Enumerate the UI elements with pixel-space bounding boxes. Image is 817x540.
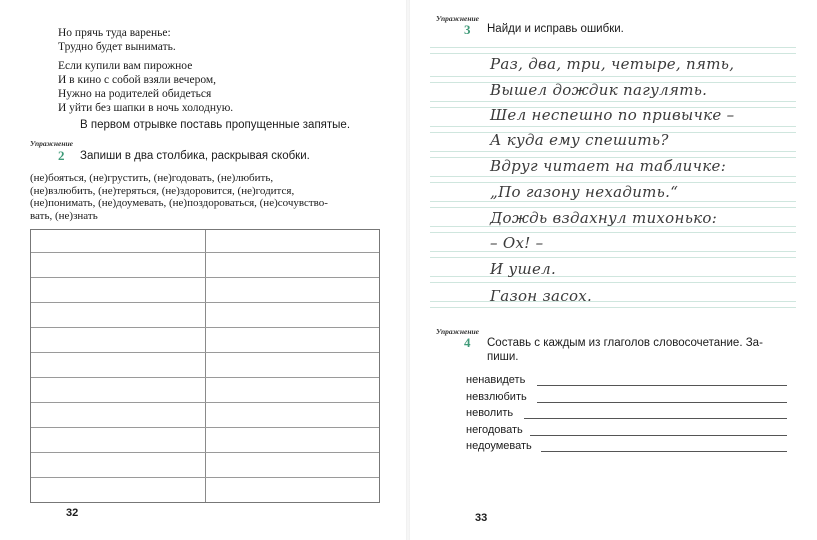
page-number-left: 32 xyxy=(66,507,79,519)
handwritten-line-1: Раз, два, три, четыре, пять, xyxy=(490,55,735,73)
handwritten-line-3: Шел неспешно по привычке – xyxy=(490,106,735,124)
handwritten-line-4: А куда ему спешить? xyxy=(490,131,669,149)
exercise-2-text: Запиши в два столбика, раскрывая скобки. xyxy=(80,150,310,162)
handwritten-line-10: Газон засох. xyxy=(490,287,593,305)
poem-line-4: И в кино с собой взяли вечером, xyxy=(58,74,217,86)
word-line-1: (не)бояться, (не)грустить, (не)годовать, (не)любить, xyxy=(30,172,274,184)
poem-line-6: И уйти без шапки в ночь холодную. xyxy=(58,102,234,114)
guide-line xyxy=(430,176,796,177)
guide-line xyxy=(430,307,796,308)
exercise-4-text-1: Составь с каждым из глаголов словосочетание. За- xyxy=(487,337,763,349)
poem-line-2: Трудно будет вынимать. xyxy=(58,41,176,53)
table-row xyxy=(31,377,379,378)
table-row xyxy=(31,327,379,328)
guide-line xyxy=(430,126,796,127)
table-row xyxy=(31,277,379,278)
guide-line xyxy=(430,232,796,233)
verb-3: неволить xyxy=(466,407,514,419)
answer-line-5[interactable] xyxy=(541,451,787,452)
answer-line-1[interactable] xyxy=(537,385,787,386)
table-row xyxy=(31,427,379,428)
table-row xyxy=(31,352,379,353)
table-row xyxy=(31,252,379,253)
word-list xyxy=(30,172,382,222)
handwritten-line-7: Дождь вздахнул тихонько: xyxy=(490,209,718,227)
guide-line xyxy=(430,282,796,283)
exercise-3-number: 3 xyxy=(464,22,471,37)
word-line-2: (не)взлюбить, (не)теряться, (не)здоровится, (не)годится, xyxy=(30,184,295,197)
guide-line xyxy=(430,251,796,252)
handwritten-line-6: „По газону нехадить.“ xyxy=(490,183,679,201)
guide-line xyxy=(430,201,796,202)
instruction-commas: В первом отрывке поставь пропущенные запятые. xyxy=(80,119,351,131)
exercise-4-number: 4 xyxy=(464,335,471,350)
answer-line-2[interactable] xyxy=(537,402,787,403)
word-line-3: (не)понимать, (не)доумевать, (не)поздороваться, (не)сочувство- xyxy=(30,197,328,209)
table-row xyxy=(31,477,379,478)
exercise-2-label: Упражнение xyxy=(30,139,73,148)
verb-4: негодовать xyxy=(466,424,523,436)
exercise-3-label: Упражнение xyxy=(436,14,479,23)
table-row xyxy=(31,402,379,403)
answer-table[interactable] xyxy=(30,229,380,503)
guide-line xyxy=(430,151,796,152)
table-row xyxy=(31,452,379,453)
guide-line xyxy=(430,101,796,102)
answer-line-3[interactable] xyxy=(524,418,787,419)
verb-2: невзлюбить xyxy=(466,391,527,403)
guide-line xyxy=(430,76,796,77)
poem-line-3: Если купили вам пирожное xyxy=(58,60,193,72)
guide-line xyxy=(430,257,796,258)
guide-line xyxy=(430,301,796,302)
handwritten-line-2: Вышел дождик пагулять. xyxy=(490,81,708,99)
word-line-4: вать, (не)знать xyxy=(30,209,98,222)
handwritten-line-9: И ушел. xyxy=(490,260,557,278)
exercise-2-number: 2 xyxy=(58,148,65,163)
guide-line xyxy=(430,47,796,48)
guide-line xyxy=(430,53,796,54)
table-divider xyxy=(205,230,206,502)
verb-1: ненавидеть xyxy=(466,374,526,386)
poem-line-1: Но прячь туда варенье: xyxy=(58,27,171,39)
page-number-right: 33 xyxy=(475,512,488,524)
exercise-3-text: Найди и исправь ошибки. xyxy=(487,23,624,35)
handwritten-line-8: – Ох! – xyxy=(490,234,544,252)
verb-5: недоумевать xyxy=(466,440,532,452)
answer-line-4[interactable] xyxy=(530,435,787,436)
poem-line-5: Нужно на родителей обидеться xyxy=(58,88,212,100)
handwritten-line-5: Вдруг читает на табличке: xyxy=(490,157,727,175)
exercise-4-label: Упражнение xyxy=(436,327,479,336)
guide-line xyxy=(430,276,796,277)
table-row xyxy=(31,302,379,303)
guide-line xyxy=(430,207,796,208)
exercise-4-text-2: пиши. xyxy=(487,351,519,363)
